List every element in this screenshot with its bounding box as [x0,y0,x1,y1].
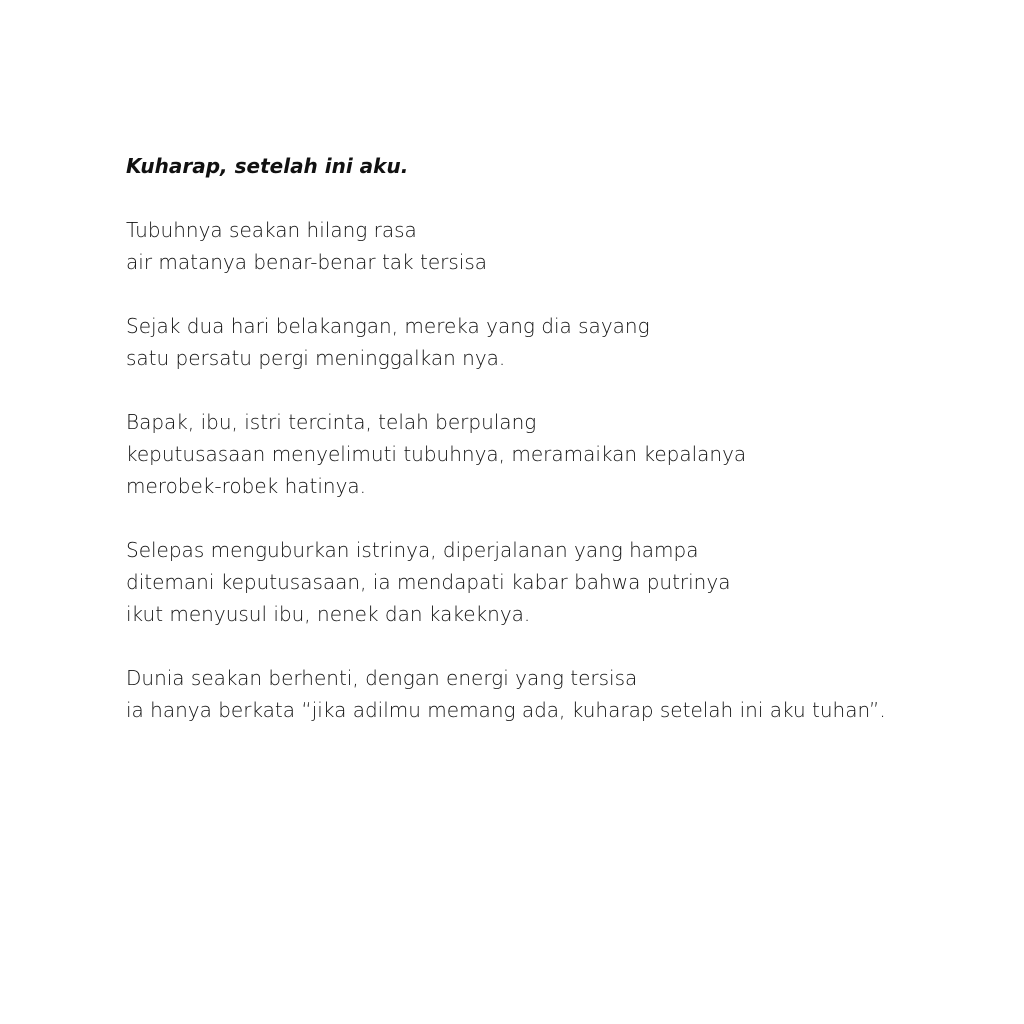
poem-line: Bapak, ibu, istri tercinta, telah berpulang [126,410,537,434]
stanza-1 [126,214,986,278]
stanza-4 [126,534,986,630]
poem-line: Selepas menguburkan istrinya, diperjalanan yang hampa [126,538,699,562]
poem-line: Sejak dua hari belakangan, mereka yang dia sayang [126,314,650,338]
poem-line: keputusasaan menyelimuti tubuhnya, meramaikan kepalanya [126,442,747,466]
stanza-5 [126,662,986,726]
poem-line: satu persatu pergi meninggalkan nya. [126,346,506,370]
poem-line: ikut menyusul ibu, nenek dan kakeknya. [126,602,531,626]
stanza-3 [126,406,986,502]
poem-line: ditemani keputusasaan, ia mendapati kabar bahwa putrinya [126,570,731,594]
poem-line: merobek-robek hatinya. [126,474,367,498]
poem-page [126,150,986,758]
poem-line: Dunia seakan berhenti, dengan energi yang tersisa [126,666,638,690]
stanza-2 [126,310,986,374]
poem-line: ia hanya berkata “jika adilmu memang ada, kuharap setelah ini aku tuhan”. [126,698,886,722]
poem-line: Tubuhnya seakan hilang rasa [126,218,417,242]
poem-line: air matanya benar-benar tak tersisa [126,250,488,274]
poem-title: Kuharap, setelah ini aku. [126,154,409,178]
